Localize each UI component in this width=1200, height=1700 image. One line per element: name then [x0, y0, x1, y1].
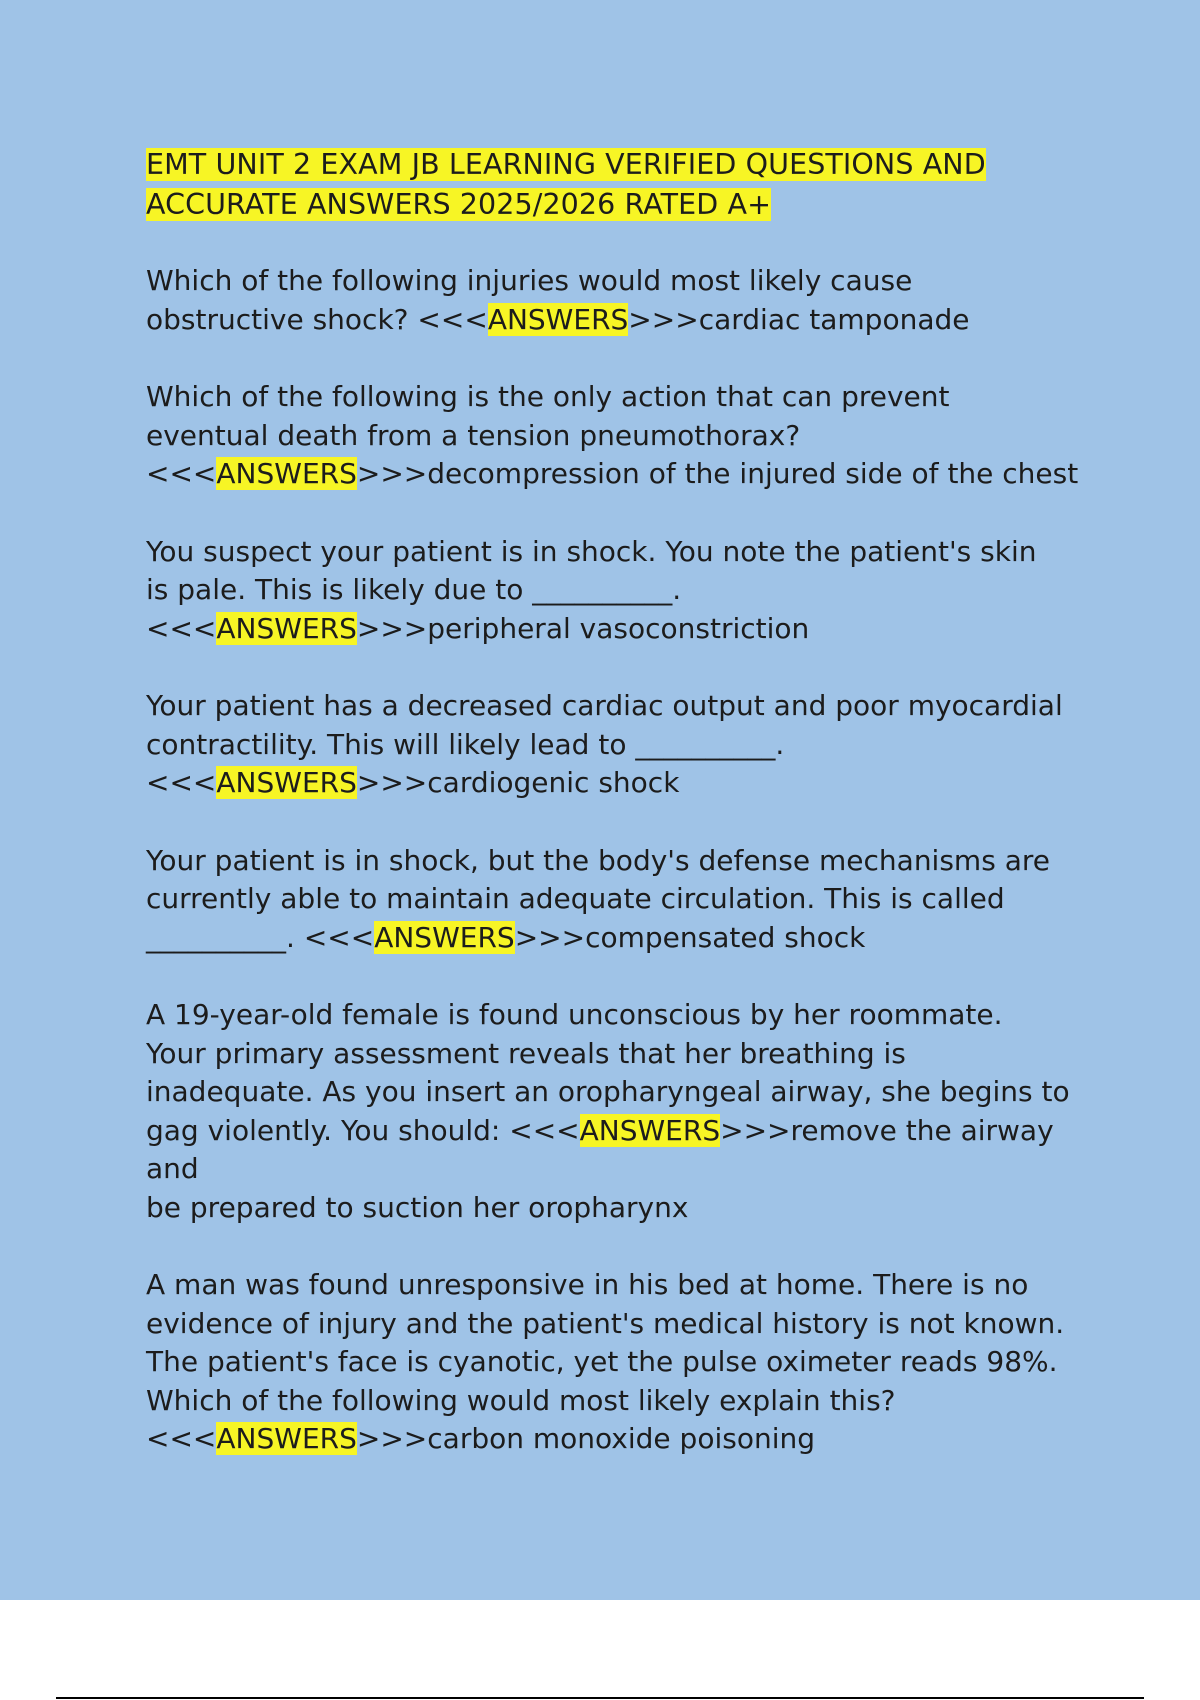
- question-text: obstructive shock?: [146, 302, 418, 336]
- answers-marker-close: >>>: [356, 766, 428, 799]
- question-text: __________.: [146, 920, 304, 954]
- answer-text: cardiogenic shock: [427, 766, 680, 799]
- answers-marker-word: ANSWERS: [216, 1422, 357, 1455]
- qa-item-3: [146, 533, 1096, 649]
- question-text: evidence of injury and the patient's medical history is not known.: [146, 1306, 1065, 1340]
- answer-text: compensated shock: [585, 920, 866, 954]
- question-text: Your primary assessment reveals that her breathing is: [146, 1036, 906, 1070]
- question-text: The patient's face is cyanotic, yet the pulse oximeter reads 98%.: [146, 1345, 1058, 1378]
- answers-marker-open: <<<: [303, 920, 375, 954]
- qa-item-2: [146, 378, 1096, 494]
- qa-item-1: [146, 262, 1096, 339]
- document-content: [146, 145, 1096, 1498]
- qa-item-6: [146, 996, 1096, 1227]
- answer-text: decompression of the injured side of the chest: [427, 457, 1079, 490]
- answers-marker-close: >>>: [356, 611, 428, 645]
- answers-marker-word: ANSWERS: [216, 766, 357, 799]
- question-text: Your patient is in shock, but the body's defense mechanisms are: [146, 843, 1050, 877]
- answer-text: carbon monoxide poisoning: [427, 1422, 815, 1455]
- question-text: A 19-year-old female is found unconscious by her roommate.: [146, 998, 1003, 1031]
- answers-marker-close: >>>: [720, 1113, 791, 1147]
- question-text: is pale. This is likely due to __________.: [146, 573, 682, 606]
- answers-marker-open: <<<: [417, 302, 488, 336]
- answer-text: peripheral vasoconstriction: [427, 611, 810, 645]
- qa-item-5: [146, 842, 1096, 958]
- answers-marker-open: <<<: [146, 1422, 217, 1455]
- answers-marker-close: >>>: [356, 1422, 428, 1455]
- answer-text: cardiac tamponade: [698, 302, 970, 336]
- question-text: Which of the following would most likely explain this?: [146, 1383, 896, 1417]
- answer-text: be prepared to suction her oropharynx: [146, 1190, 689, 1224]
- answers-marker-word: ANSWERS: [216, 457, 357, 490]
- answers-marker-word: ANSWERS: [374, 920, 515, 954]
- answers-marker-word: ANSWERS: [579, 1113, 721, 1147]
- answers-marker-word: ANSWERS: [216, 611, 357, 645]
- title-line-2: ACCURATE ANSWERS 2025/2026 RATED A+: [146, 188, 772, 221]
- answers-marker-close: >>>: [356, 457, 428, 490]
- document-title: [146, 145, 1096, 225]
- answers-marker-open: <<<: [146, 611, 217, 645]
- answers-marker-close: >>>: [514, 920, 586, 954]
- qa-item-7: [146, 1266, 1096, 1459]
- answers-marker-close: >>>: [628, 302, 699, 336]
- answers-marker-open: <<<: [146, 457, 217, 490]
- title-line-1: EMT UNIT 2 EXAM JB LEARNING VERIFIED QUESTIONS AND: [146, 148, 986, 181]
- question-text: Which of the following is the only action that can prevent: [146, 380, 950, 413]
- question-text: eventual death from a tension pneumothorax?: [146, 418, 801, 452]
- question-text: gag violently. You should:: [146, 1113, 510, 1147]
- answer-text: remove the airway and: [146, 1113, 1054, 1185]
- answers-marker-word: ANSWERS: [487, 302, 629, 336]
- question-text: A man was found unresponsive in his bed at home. There is no: [146, 1268, 1029, 1301]
- question-text: inadequate. As you insert an oropharyngeal airway, she begins to: [146, 1075, 1070, 1108]
- question-text: currently able to maintain adequate circulation. This is called: [146, 882, 1005, 915]
- answers-marker-open: <<<: [146, 766, 217, 799]
- footer-divider: [56, 1697, 1144, 1699]
- question-text: contractility. This will likely lead to __________.: [146, 727, 785, 761]
- qa-item-4: [146, 687, 1096, 803]
- question-text: You suspect your patient is in shock. You note the patient's skin: [146, 534, 1037, 568]
- question-text: Which of the following injuries would most likely cause: [146, 264, 913, 297]
- answers-marker-open: <<<: [509, 1113, 580, 1147]
- question-text: Your patient has a decreased cardiac output and poor myocardial: [146, 689, 1063, 722]
